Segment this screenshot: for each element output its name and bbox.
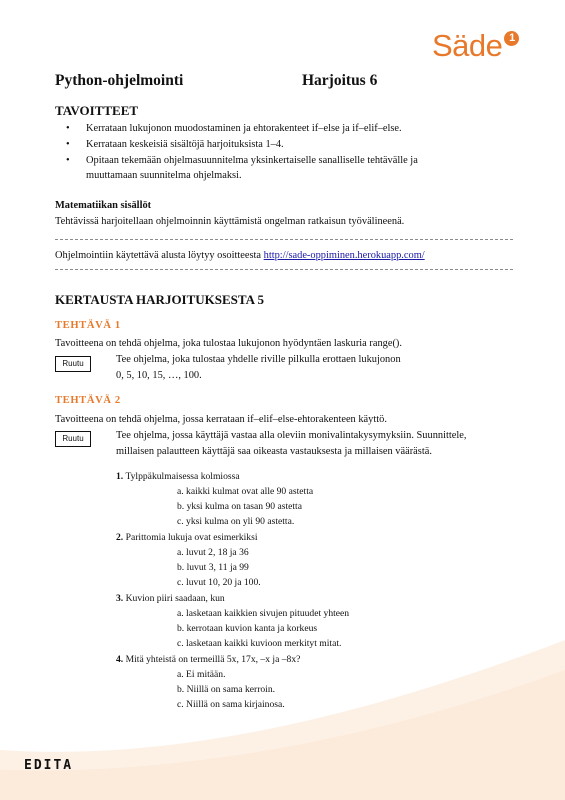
- question-text: Mitä yhteistä on termeillä 5x, 17x, –x ja –8x?: [125, 654, 301, 665]
- option: a. Ei mitään.: [177, 669, 226, 680]
- goal-item: • Kerrataan keskeisiä sisältöjä harjoituksista 1–4.: [62, 137, 502, 153]
- option: b. kerrotaan kuvion kanta ja korkeus: [177, 623, 318, 635]
- question-text: Parittomia lukuja ovat esimerkiksi: [125, 532, 258, 543]
- task1-ruutu-badge: Ruutu: [55, 356, 91, 372]
- goals-list: [62, 121, 502, 184]
- question-3-options: [177, 606, 349, 652]
- question-3: [116, 591, 225, 606]
- question-number: 2.: [116, 532, 124, 543]
- divider-top: [55, 239, 513, 240]
- question-number: 3.: [116, 593, 124, 604]
- task2-line1: Tee ohjelma, jossa käyttäjä vastaa alla oleviin monivalintakysymyksiin. Suunnittele,: [116, 430, 467, 441]
- goal-item: • Opitaan tekemään ohjelmasuunnitelma yksinkertaiselle sanalliselle tehtävälle ja: [62, 153, 502, 169]
- question-text: Tylppäkulmaisessa kolmiossa: [125, 471, 240, 482]
- option: c. yksi kulma on yli 90 astetta.: [177, 516, 295, 528]
- task1-intro: Tavoitteena on tehdä ohjelma, joka tulostaa lukujonon hyödyntäen laskuria range().: [55, 338, 402, 349]
- goal-item: • Kerrataan lukujonon muodostaminen ja ehtorakenteet if–else ja if–elif–else.: [62, 121, 502, 137]
- review-heading: KERTAUSTA HARJOITUKSESTA 5: [55, 292, 265, 307]
- exercise-title: Harjoitus 6: [302, 72, 378, 89]
- logo-text: Säde: [432, 28, 503, 63]
- task2-title: TEHTÄVÄ 2: [55, 395, 121, 406]
- task1-title: TEHTÄVÄ 1: [55, 320, 121, 331]
- option: a. lasketaan kaikkien sivujen pituudet yhteen: [177, 608, 350, 619]
- task1-line2: 0, 5, 10, 15, …, 100.: [116, 370, 202, 381]
- question-1-options: [177, 484, 313, 530]
- platform-text: Ohjelmointiin käytettävä alusta löytyy osoitteesta: [55, 250, 264, 261]
- goal-item-continuation: muuttamaan suunnitelma ohjelmaksi.: [86, 170, 242, 182]
- goals-heading: TAVOITTEET: [55, 103, 139, 118]
- course-title: Python-ohjelmointi: [55, 72, 184, 89]
- logo-badge: 1: [504, 31, 519, 46]
- edita-logo: EDITA: [24, 758, 74, 773]
- task2-line2: millaisen palautteen käyttäjä saa oikeasta vastauksesta ja millaisen väärästä.: [116, 446, 432, 457]
- sade-logo: [432, 28, 519, 64]
- question-4: [116, 652, 300, 667]
- task2-ruutu-badge: Ruutu: [55, 431, 91, 447]
- question-number: 4.: [116, 654, 124, 665]
- platform-link[interactable]: http://sade-oppiminen.herokuapp.com/: [263, 250, 425, 261]
- math-text: Tehtävissä harjoitellaan ohjelmoinnin käyttämistä ongelman ratkaisun työvälineenä.: [55, 216, 405, 227]
- option: b. luvut 3, 11 ja 99: [177, 562, 249, 574]
- task2-intro: Tavoitteena on tehdä ohjelma, jossa kerrataan if–elif–else-ehtorakenteen käyttö.: [55, 414, 387, 425]
- question-number: 1.: [116, 471, 124, 482]
- platform-line: [55, 248, 425, 264]
- question-2: [116, 530, 258, 545]
- option: c. luvut 10, 20 ja 100.: [177, 577, 261, 589]
- question-4-options: [177, 667, 285, 713]
- option: b. Niillä on sama kerroin.: [177, 684, 276, 696]
- task1-line1: Tee ohjelma, joka tulostaa yhdelle riville pilkulla erottaen lukujonon: [116, 354, 401, 365]
- question-2-options: [177, 545, 261, 591]
- math-heading: Matematiikan sisällöt: [55, 200, 152, 211]
- option: c. lasketaan kaikki kuvioon merkityt mitat.: [177, 638, 342, 650]
- option: c. Niillä on sama kirjainosa.: [177, 699, 285, 711]
- option: b. yksi kulma on tasan 90 astetta: [177, 501, 302, 513]
- divider-bottom: [55, 269, 513, 270]
- option: a. luvut 2, 18 ja 36: [177, 547, 249, 558]
- question-1: [116, 469, 240, 484]
- option: a. kaikki kulmat ovat alle 90 astetta: [177, 486, 314, 497]
- question-text: Kuvion piiri saadaan, kun: [125, 593, 225, 604]
